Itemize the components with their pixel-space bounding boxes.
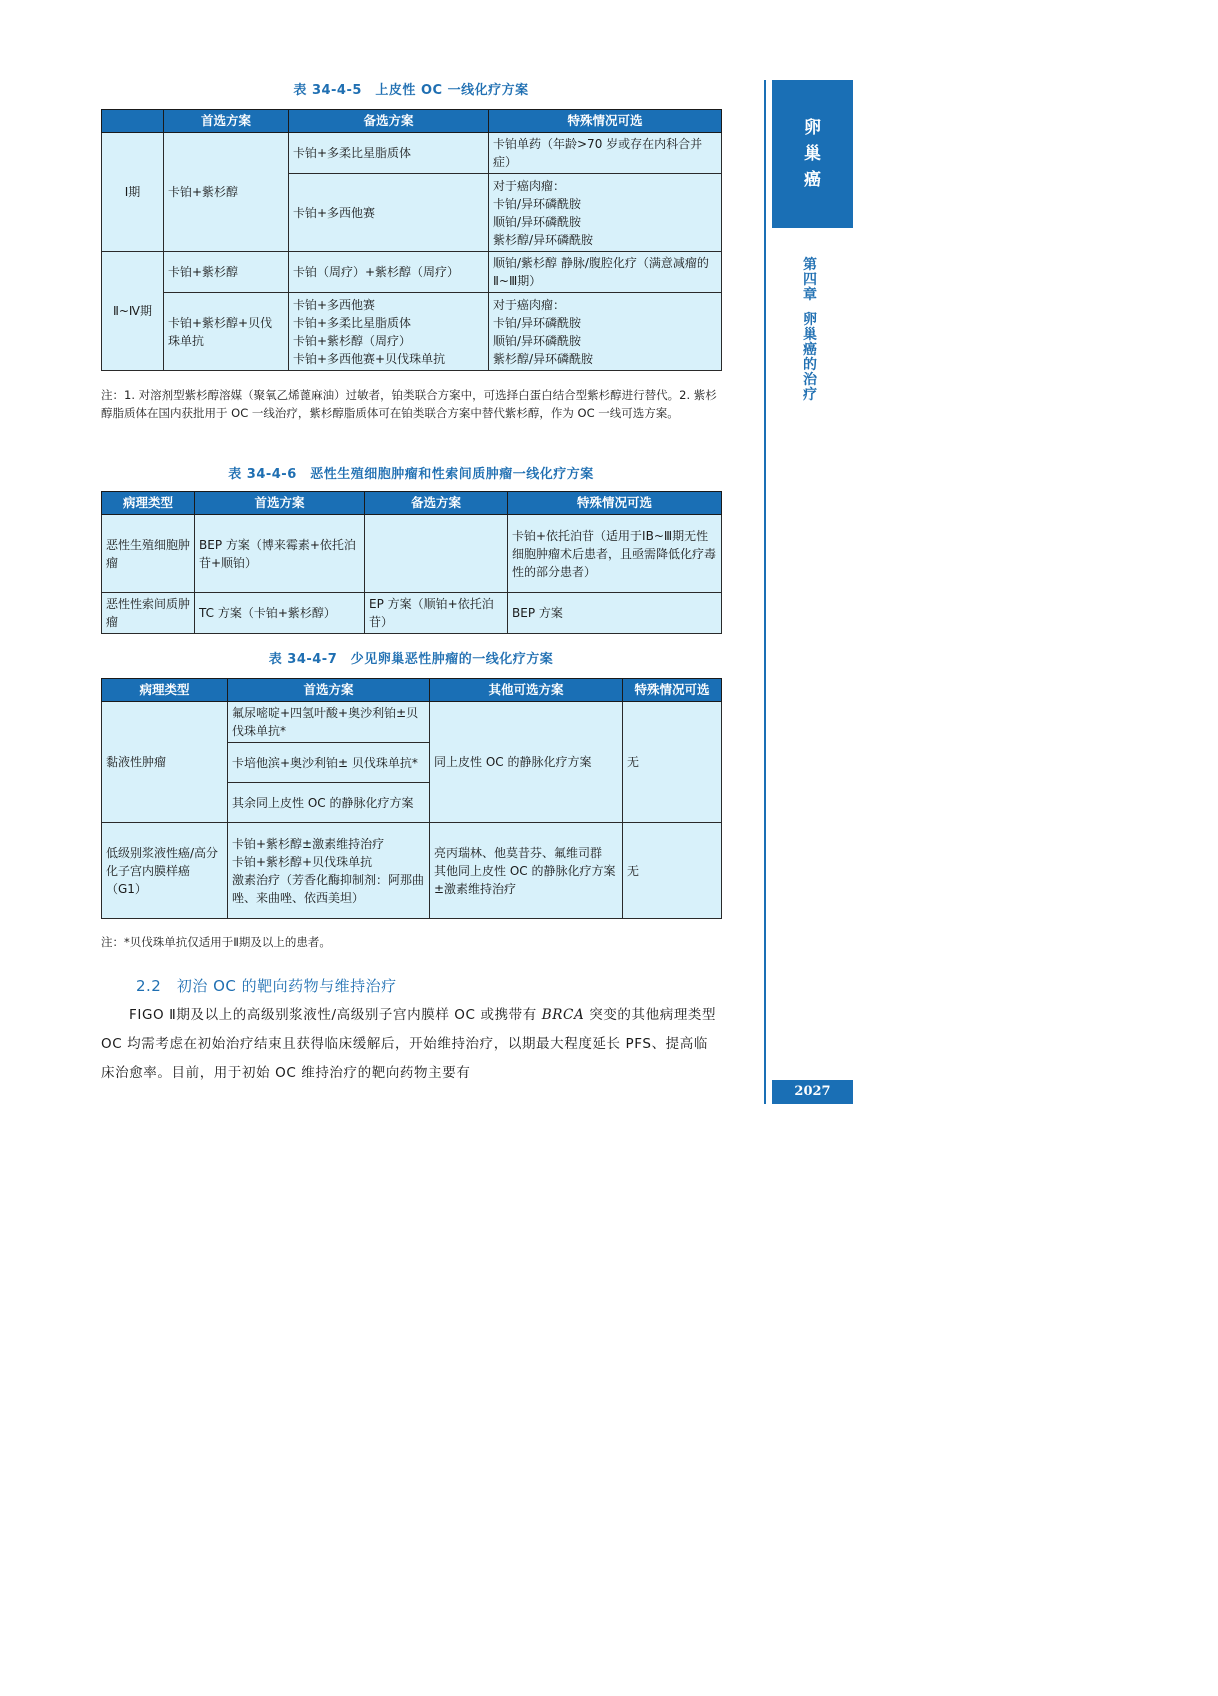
cell-line: 亮丙瑞林、他莫昔芬、氟维司群 [434,845,603,860]
table-row [102,252,722,293]
table-germ-cell-sex-cord [101,491,722,634]
table-row [102,515,722,593]
cell-line: 卡铂+多西他赛 [293,297,376,312]
table1-note: 注：1. 对溶剂型紫杉醇溶媒（聚氧乙烯蓖麻油）过敏者，铂类联合方案中，可选择白蛋白结合型紫杉醇进行替代。2. 紫杉醇脂质体在国内获批用于 OC 一线治疗，紫杉醇脂质体可在铂类联合方案中替代紫杉醇，作为 OC 一线可选方案。 [101,388,717,420]
cell-line: 卡铂+多西他赛+贝伐珠单抗 [293,351,446,366]
table1-caption: 表 34-4-5 上皮性 OC 一线化疗方案 [293,83,529,98]
chapter-char: 章 [803,287,817,303]
table-row [102,133,722,174]
chapter-char: 疗 [803,387,817,403]
special-cell [489,174,722,252]
section-tab [772,80,853,228]
alternative-cell [289,293,489,371]
table2-caption: 表 34-4-6 恶性生殖细胞肿瘤和性索间质肿瘤一线化疗方案 [228,467,594,482]
special-cell: BEP 方案 [508,593,722,634]
preferred-cell: 卡培他滨+奥沙利铂± 贝伐珠单抗* [228,743,430,783]
preferred-cell [228,823,430,919]
cell-line: 卡铂/异环磷酰胺 [493,315,582,330]
alternative-cell: 卡铂+多柔比星脂质体 [289,133,489,174]
special-cell: 顺铂/紫杉醇 静脉/腹腔化疗（满意减瘤的 Ⅱ~Ⅲ期） [489,252,722,293]
cell-line: 激素治疗（芳香化酶抑制剂：阿那曲唑、来曲唑、依西美坦） [232,872,425,905]
cell-line: 卡铂+多柔比星脂质体 [293,315,412,330]
cell-line: 卡铂+紫杉醇±激素维持治疗 [232,836,385,851]
alternative-cell: EP 方案（顺铂+依托泊苷） [365,593,508,634]
preferred-cell: 卡铂+紫杉醇 [164,133,289,252]
section-heading: 2.2 初治 OC 的靶向药物与维持治疗 [136,977,397,995]
preferred-cell: 氟尿嘧啶+四氢叶酸+奥沙利铂±贝伐珠单抗* [228,702,430,743]
other-cell [430,823,623,919]
para-text: FIGO Ⅱ期及以上的高级别浆液性/高级别子宫内膜样 OC 或携带有 [129,1007,542,1023]
column-header [102,110,164,133]
column-header: 首选方案 [164,110,289,133]
gene-name: BRCA [541,1007,585,1023]
chapter-char: 第 [803,257,817,273]
column-header: 特殊情况可选 [489,110,722,133]
page-number: 2027 [772,1080,853,1104]
stage-cell: Ⅱ~Ⅳ期 [102,252,164,371]
alternative-cell: 卡铂+多西他赛 [289,174,489,252]
special-cell: 卡铂+依托泊苷（适用于ⅠB~Ⅲ期无性细胞肿瘤术后患者，且亟需降低化疗毒性的部分患者） [508,515,722,593]
tab-char: 巢 [804,144,821,164]
preferred-cell: 卡铂+紫杉醇+贝伐珠单抗 [164,293,289,371]
column-header: 备选方案 [365,492,508,515]
table-row [102,293,722,371]
preferred-cell: 卡铂+紫杉醇 [164,252,289,293]
column-header: 首选方案 [195,492,365,515]
cell-line: 紫杉醇/异环磷酰胺 [493,351,594,366]
column-header: 首选方案 [228,679,430,702]
cell-line: 对于癌肉瘤： [493,178,566,193]
table-header-row [102,492,722,515]
cell-line: 卡铂+紫杉醇+贝伐珠单抗 [232,854,373,869]
cell-line: 顺铂/异环磷酰胺 [493,333,582,348]
margin-rule [764,80,766,1104]
chapter-char: 的 [803,357,817,373]
cell-line: 顺铂/异环磷酰胺 [493,214,582,229]
chapter-label [800,258,820,403]
alternative-cell: 卡铂（周疗）+紫杉醇（周疗） [289,252,489,293]
table-header-row [102,679,722,702]
other-cell: 同上皮性 OC 的静脉化疗方案 [430,702,623,823]
tab-char: 卵 [804,118,821,138]
pathology-cell: 黏液性肿瘤 [102,702,228,823]
cell-line: 紫杉醇/异环磷酰胺 [493,232,594,247]
table-row [102,593,722,634]
special-cell: 无 [623,823,722,919]
preferred-cell: TC 方案（卡铂+紫杉醇） [195,593,365,634]
table-header-row [102,110,722,133]
table-rare-ovarian [101,678,722,919]
chapter-char: 四 [803,272,817,288]
table-row [102,823,722,919]
special-cell: 无 [623,702,722,823]
table3-caption: 表 34-4-7 少见卵巢恶性肿瘤的一线化疗方案 [268,652,554,667]
table3-note: 注：*贝伐珠单抗仅适用于Ⅱ期及以上的患者。 [101,935,331,949]
chapter-char: 治 [803,372,817,388]
column-header: 病理类型 [102,679,228,702]
table-epithelial-oc [101,109,722,371]
pathology-cell: 恶性性索间质肿瘤 [102,593,195,634]
body-paragraph [101,1001,721,1088]
cell-line: 卡铂+紫杉醇（周疗） [293,333,412,348]
pathology-cell: 恶性生殖细胞肿瘤 [102,515,195,593]
cell-line: 对于癌肉瘤： [493,297,566,312]
chapter-char: 巢 [803,327,817,343]
chapter-char: 癌 [803,342,817,358]
column-header: 备选方案 [289,110,489,133]
preferred-cell: 其余同上皮性 OC 的静脉化疗方案 [228,783,430,823]
cell-line: 其他同上皮性 OC 的静脉化疗方案±激素维持治疗 [434,863,616,896]
column-header: 其他可选方案 [430,679,623,702]
preferred-cell: BEP 方案（博来霉素+依托泊苷+顺铂） [195,515,365,593]
special-cell [489,293,722,371]
column-header: 病理类型 [102,492,195,515]
chapter-char: 卵 [803,312,817,328]
column-header: 特殊情况可选 [508,492,722,515]
cell-line: 卡铂/异环磷酰胺 [493,196,582,211]
pathology-cell: 低级别浆液性癌/高分化子宫内膜样癌（G1） [102,823,228,919]
column-header: 特殊情况可选 [623,679,722,702]
stage-cell: Ⅰ期 [102,133,164,252]
para-text: 突变的其他病理类型 OC 均需考虑在初始治疗结束且获得临床缓解后，开始维持治疗，以期最大程度延长 PFS、提高临床治愈率。目前，用于初始 OC 维持治疗的靶向药物主要有 [101,1007,717,1081]
alternative-cell [365,515,508,593]
special-cell: 卡铂单药（年龄>70 岁或存在内科合并症） [489,133,722,174]
table-row [102,702,722,743]
tab-char: 癌 [804,170,821,190]
